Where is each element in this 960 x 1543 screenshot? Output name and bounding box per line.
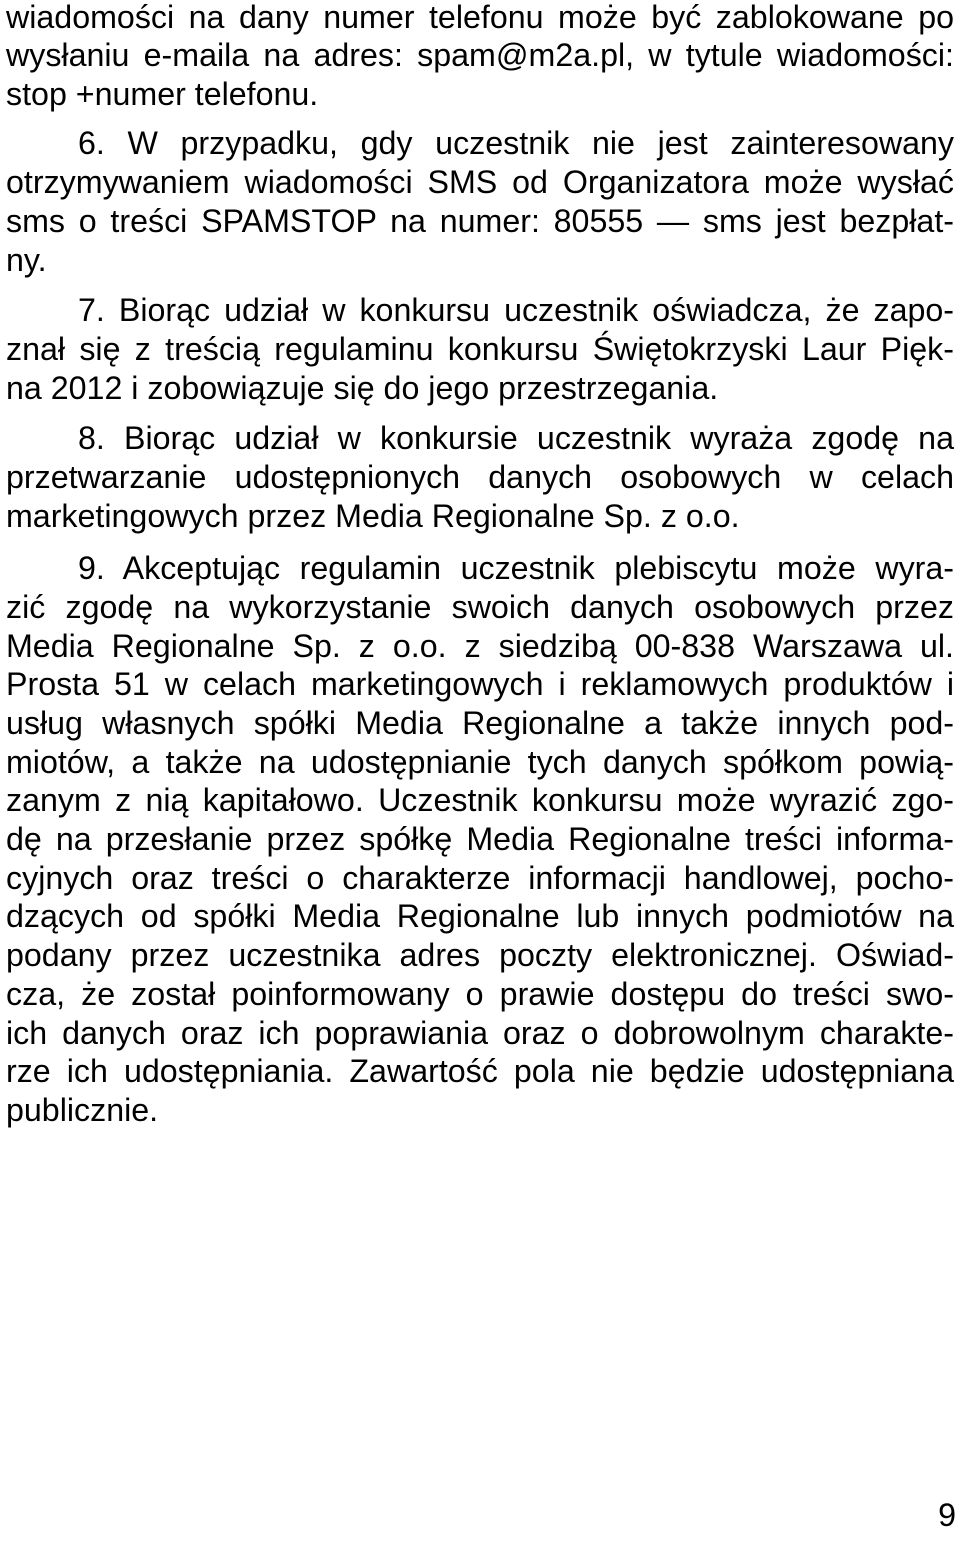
text-line: 7. Biorąc udział w konkursu uczestnik oświadcza, że zapo- <box>78 292 954 328</box>
text-line: miotów, a także na udostępnianie tych danych spółkom powią- <box>6 744 954 780</box>
text-line: zić zgodę na wykorzystanie swoich danych osobowych przez <box>6 589 954 625</box>
text-line: otrzymywaniem wiadomości SMS od Organizatora może wysłać <box>6 164 954 200</box>
text-line: 9. Akceptując regulamin uczestnik plebiscytu może wyra- <box>78 550 954 586</box>
text-line: znał się z treścią regulaminu konkursu Świętokrzyski Laur Pięk- <box>6 331 954 367</box>
text-line: podany przez uczestnika adres poczty elektronicznej. Oświad- <box>6 937 954 973</box>
text-line: Media Regionalne Sp. z o.o. z siedzibą 00-838 Warszawa ul. <box>6 628 954 664</box>
text-line: usług własnych spółki Media Regionalne a także innych pod- <box>6 705 954 741</box>
text-line: marketingowych przez Media Regionalne Sp. z o.o. <box>6 498 740 534</box>
text-line: sms o treści SPAMSTOP na numer: 80555 — sms jest bezpłat- <box>6 203 954 239</box>
text-line: wysłaniu e-maila na adres: spam@m2a.pl, w tytule wiadomości: <box>6 37 954 73</box>
text-line: cyjnych oraz treści o charakterze informacji handlowej, pocho- <box>6 860 954 896</box>
text-line: publicznie. <box>6 1092 159 1128</box>
text-line: dę na przesłanie przez spółkę Media Regionalne treści informa- <box>6 821 954 857</box>
text-line: 8. Biorąc udział w konkursie uczestnik wyraża zgodę na <box>78 420 954 456</box>
text-line: Prosta 51 w celach marketingowych i reklamowych produktów i <box>6 666 954 702</box>
text-line: zanym z nią kapitałowo. Uczestnik konkursu może wyrazić zgo- <box>6 782 954 818</box>
text-line: 6. W przypadku, gdy uczestnik nie jest zainteresowany <box>78 125 954 161</box>
text-line: przetwarzanie udostępnionych danych osobowych w celach <box>6 459 954 495</box>
text-line: ich danych oraz ich poprawiania oraz o dobrowolnym charakte- <box>6 1015 954 1051</box>
text-line: wiadomości na dany numer telefonu może być zablokowane po <box>6 0 954 35</box>
text-line: na 2012 i zobowiązuje się do jego przestrzegania. <box>6 370 719 406</box>
text-line: rze ich udostępniania. Zawartość pola nie będzie udostępniana <box>6 1053 954 1089</box>
page-number: 9 <box>938 1497 956 1533</box>
text-line: ny. <box>6 242 47 278</box>
text-line: cza, że został poinformowany o prawie dostępu do treści swo- <box>6 976 954 1012</box>
text-line: dzących od spółki Media Regionalne lub innych podmiotów na <box>6 898 954 934</box>
text-line: stop +numer telefonu. <box>6 76 319 112</box>
